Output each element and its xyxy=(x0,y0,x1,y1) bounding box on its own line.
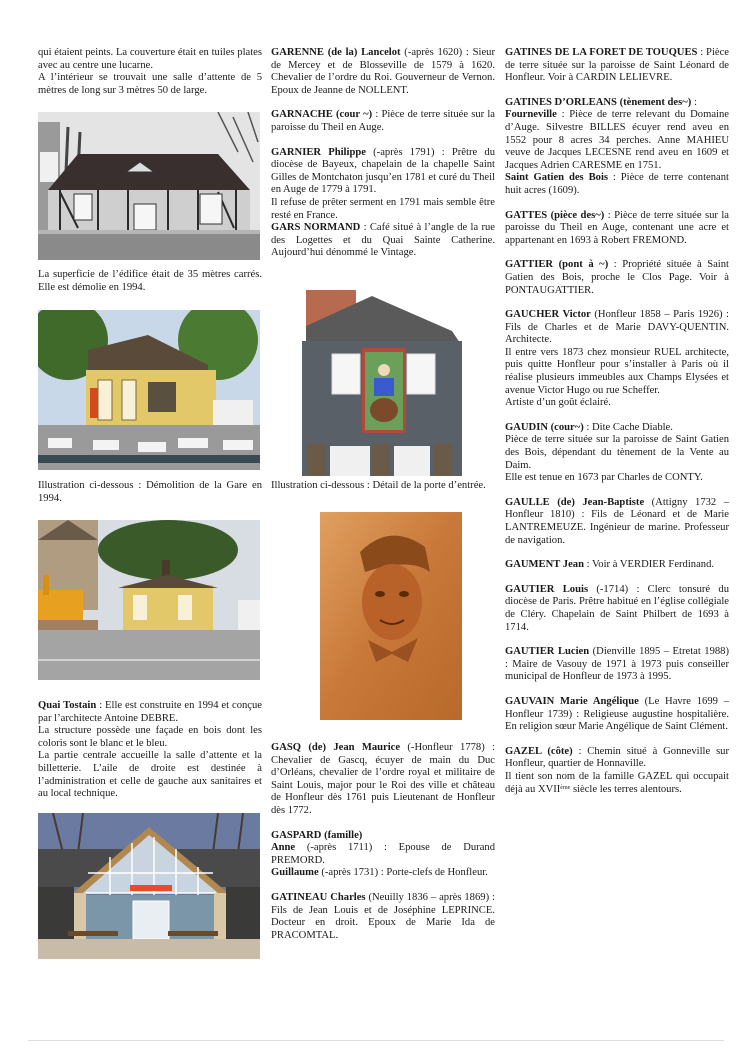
entry-gattier: GATTIER (pont à ~) : Propriété située à Saint Gatien des Bois, proche le Clos Page. Voir à PONTAUGATTIER. xyxy=(505,259,729,296)
entry-gaudin-extra: Pièce de terre située sur la paroisse de Saint Gatien des Bois, dépendant du tènement de la Vente au Daim. xyxy=(505,434,729,471)
quai-tostain-block xyxy=(38,700,262,801)
entry-head: GASPARD (famille) xyxy=(271,829,363,841)
entry-subhead: Guillaume xyxy=(271,867,319,879)
station-area-text: La superficie de l’édifice était de 35 mètres carrés. Elle est démolie en 1994. xyxy=(38,269,262,293)
entry-gaspard xyxy=(271,830,495,843)
entry-head: GASQ (de) Jean Maurice xyxy=(271,742,401,753)
intro-paragraph: A l’intérieur se trouvait une salle d’attente de 5 mètres de long sur 3 mètres 50 de large. xyxy=(38,72,262,96)
photo-demolition xyxy=(38,520,260,680)
entry-head: GATINES D’ORLEANS (tènement des~) xyxy=(505,96,692,108)
photo-new-station xyxy=(38,813,260,959)
entry-gaument: GAUMENT Jean : Voir à VERDIER Ferdinand. xyxy=(505,559,715,571)
photo-yellow-station xyxy=(38,310,260,470)
entry-subhead: Fourneville xyxy=(505,109,557,121)
entry-gatines-touques: GATINES DE LA FORET DE TOUQUES : Pièce de terre située sur la paroisse de Saint Léonard de Honfleur. Voir à CARDIN LELIEVRE. xyxy=(505,47,729,84)
entry-gaspard-anne: Anne (-après 1711) : Epouse de Durand PREMORD. xyxy=(271,842,495,866)
entry-head: GARS NORMAND xyxy=(271,222,361,234)
page-bottom-edge xyxy=(28,1040,724,1041)
entry-head: GAUDIN (cour~) xyxy=(505,421,584,433)
entry-head: GAUVAIN Marie Angélique xyxy=(505,695,639,707)
entry-garenne: GARENNE (de la) Lancelot (-après 1620) : Sieur de Mercey et de Blosseville de 1579 à 1620. Chevalier de l’ordre du Roi. Gouverneur de Vernon. Epoux de Jeanne de NOLLENT. xyxy=(271,47,495,96)
entry-saint-gatien: Saint Gatien des Bois : Pièce de terre contenant huit acres (1609). xyxy=(505,172,729,196)
entry-head: GAUTIER Lucien xyxy=(505,646,590,658)
entry-head: GATINEAU Charles xyxy=(271,891,366,903)
entry-gazel-extra: Il tient son nom de la famille GAZEL qui occupait déjà au XVIIème siècle les terres alentours. xyxy=(505,770,729,795)
photo-gars-normand xyxy=(302,286,462,476)
entry-head: GATTIER (pont à ~) xyxy=(505,259,609,271)
entry-gatineau: GATINEAU Charles (Neuilly 1836 – après 1869) : Fils de Jean Louis et de Joséphine LEPRINCE. Docteur en droit. Epoux de Marie Ida de PRACOMTAL. xyxy=(271,891,495,941)
quai-tostain-text: La structure possède une façade en bois dont les coloris sont le blanc et le bleu. xyxy=(38,725,262,749)
entry-head: Quai Tostain xyxy=(38,700,97,711)
entry-subhead: Saint Gatien des Bois xyxy=(505,172,609,184)
caption-demolition: Illustration ci-dessous : Démolition de la Gare en 1994. xyxy=(38,480,262,504)
quai-tostain-text: La partie centrale accueille la salle d’attente et la billetterie. L’aile de droite est destinée à l’administration et celle de gauche aux sanitaires et au local technique. xyxy=(38,750,262,800)
entry-head: GARENNE (de la) Lancelot xyxy=(271,47,401,58)
entry-gars-normand: GARS NORMAND : Café situé à l’angle de la rue des Logettes et du Quai Sainte Catherine. Aujourd’hui dénommé le Vintage. xyxy=(271,222,496,259)
entry-head: GATINES DE LA FORET DE TOUQUES xyxy=(505,47,698,58)
entry-gaucher-extra: Artiste d’un goût éclairé. xyxy=(505,397,611,409)
entry-gatines-orleans: GATINES D’ORLEANS (tènement des~) : xyxy=(505,96,697,108)
entry-head: GARNACHE (cour ~) xyxy=(271,109,373,121)
column-2-lower xyxy=(271,742,495,942)
entry-head: GAZEL (côte) xyxy=(505,745,573,757)
intro-paragraph: qui étaient peints. La couverture était en tuiles plates avec au centre une lucarne. xyxy=(38,47,262,71)
entry-gautier-lucien: GAUTIER Lucien (Dienville 1895 – Etretat 1988) : Maire de Vasouy de 1971 à 1973 puis conseiller municipal de Honfleur de 1973 à 1995. xyxy=(505,646,729,683)
entry-gaucher: GAUCHER Victor (Honfleur 1858 – Paris 1926) : Fils de Charles et de Marie DAVY-QUENTIN. Architecte. xyxy=(505,309,729,346)
entry-gattes: GATTES (pièce des~) : Pièce de terre située sur la paroisse du Theil en Auge, contenant une acre et appartenant en 1693 à Robert FREMOND. xyxy=(505,209,729,246)
entry-gaudin-extra: Elle est tenue en 1673 par Charles de CONTY. xyxy=(505,472,703,484)
entry-gaspard-guillaume: Guillaume (-après 1731) : Porte-clefs de Honfleur. xyxy=(271,867,488,879)
entry-fourneville: Fourneville : Pièce de terre relevant du Domaine d’Auge. Silvestre BILLES écuyer rend aveu en 1552 pour 8 acres 34 perches. Anne MAHIEU veuve de Jacques LECESNE rend aveu en 1609 et Jacques Adrien CARESME en 1751. xyxy=(505,109,729,171)
column-3 xyxy=(505,47,729,796)
entry-garnier: GARNIER Philippe (-après 1791) : Prêtre du diocèse de Bayeux, chapelain de la chapelle Saint Gilles de Montchaton jusqu’en 1781 et curé du Theil en Auge de 1779 à 1791. xyxy=(271,146,495,196)
entry-gaudin: GAUDIN (cour~) : Dite Cache Diable. xyxy=(505,421,673,433)
column-2 xyxy=(271,47,495,260)
entry-gauvain: GAUVAIN Marie Angélique (Le Havre 1699 – Honfleur 1739) : Religieuse augustine hospitalière. En religion sœur Marie Angélique de Saint Clément. xyxy=(505,695,729,733)
quai-tostain-entry: Quai Tostain : Elle est construite en 1994 et conçue par l’architecte Antoine DEBRE. xyxy=(38,700,262,724)
entry-gaulle: GAULLE (de) Jean-Baptiste (Attigny 1732 – Honfleur 1810) : Fils de Léonard et de Marie LANTREMEUZE. Ingénieur de marine. Professeur de navigation. xyxy=(505,496,729,546)
entry-gasq: GASQ (de) Jean Maurice (-Honfleur 1778) : Chevalier de Gascq, écuyer de main du Duc d’Orléans, chevalier de l’ordre royal et militaire de Saint Louis, major pour le Roi des ville et château de Honfleur dès 1761 puis Lieutenant de Honfleur dès 1772. xyxy=(271,742,496,816)
photo-door-carving xyxy=(320,512,462,720)
entry-head: GAULLE (de) Jean-Baptiste xyxy=(505,496,645,508)
entry-garnache: GARNACHE (cour ~) : Pièce de terre située sur la paroisse du Theil en Auge. xyxy=(271,109,495,133)
entry-gazel: GAZEL (côte) : Chemin situé à Gonneville sur Honfleur, quartier de Honnaville. xyxy=(505,745,730,770)
entry-gautier-louis: GAUTIER Louis (-1714) : Clerc tonsuré du diocèse de Paris. Prêtre habitué en l’église collégiale de Cléry. Chapelain de Saint Philbert de 1693 à 1714. xyxy=(505,583,729,633)
column-1 xyxy=(38,47,262,97)
entry-gaucher-extra: Il entre vers 1873 chez monsieur RUEL architecte, puis quitte Honfleur pour s’installer à Paris où il réalise plusieurs immeubles aux Champs Elysées et avenue Victor Hugo ou rue Scheffer. xyxy=(505,346,729,396)
entry-head: GAUTIER Louis xyxy=(505,583,589,595)
entry-head: GATTES (pièce des~) xyxy=(505,209,605,221)
entry-subhead: Anne xyxy=(271,842,296,854)
entry-garnier-extra: Il refuse de prêter serment en 1791 mais semble être resté en France. xyxy=(271,196,495,221)
caption-door: Illustration ci-dessous : Détail de la porte d’entrée. xyxy=(271,480,486,491)
photo-old-station xyxy=(38,112,260,260)
entry-head: GAUMENT Jean xyxy=(505,559,584,571)
entry-head: GAUCHER Victor xyxy=(505,309,591,321)
entry-head: GARNIER Philippe xyxy=(271,146,366,158)
